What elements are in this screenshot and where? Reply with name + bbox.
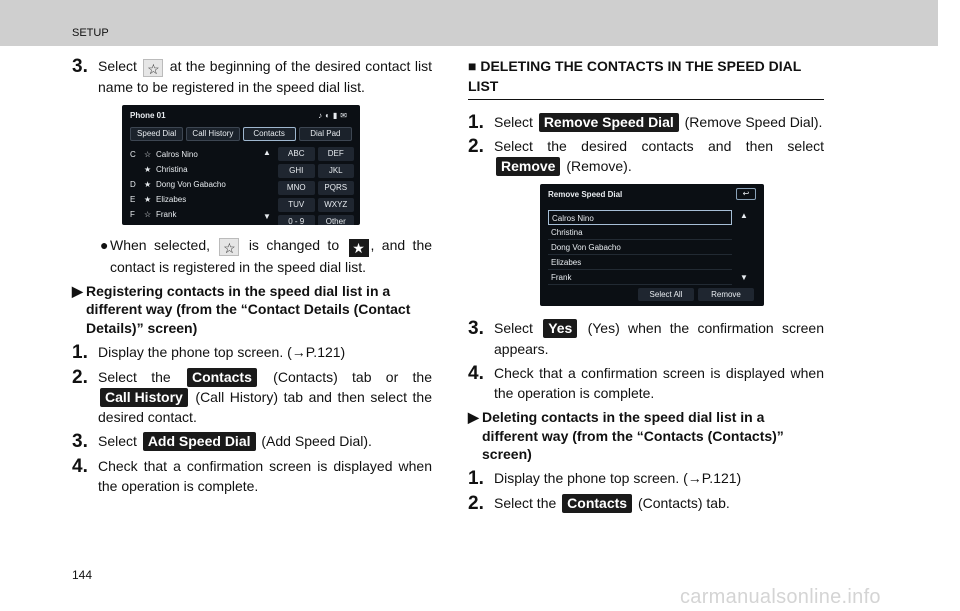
- remove-button[interactable]: Remove: [496, 157, 560, 176]
- star-icon: ★: [144, 180, 152, 190]
- step-1-display-phone: 1. Display the phone top screen. (→P.121): [72, 342, 346, 364]
- step-4-check-confirmation: 4. Check that a confirmation screen is displayed when the operation is complete.: [72, 455, 432, 495]
- star-icon: ★: [144, 195, 152, 205]
- index-key[interactable]: MNO: [278, 181, 315, 195]
- index-key[interactable]: TUV: [278, 198, 315, 212]
- screen-title: Remove Speed Dial: [548, 190, 623, 200]
- empty-star-icon: ☆: [143, 59, 163, 77]
- remove-speed-dial-button[interactable]: Remove Speed Dial: [539, 113, 679, 132]
- step-1-display-phone: 1. Display the phone top screen. (→P.121): [468, 468, 742, 490]
- list-item[interactable]: Frank: [548, 270, 732, 285]
- yes-button[interactable]: Yes: [543, 319, 577, 338]
- step-2-select-remove: 2. Select the desired contacts and then select Remove (Remove).: [468, 135, 824, 175]
- step-3-select-star: 3. Select ☆ at the beginning of the desired contact list name to be registered in the speed dial list.: [72, 56, 432, 97]
- index-key[interactable]: JKL: [318, 164, 355, 178]
- remove-screen-button[interactable]: Remove: [698, 288, 754, 301]
- step-2-select-contacts-tab: 2. Select the Contacts (Contacts) tab.: [468, 492, 730, 514]
- filled-star-icon: ★: [349, 239, 369, 257]
- add-speed-dial-button[interactable]: Add Speed Dial: [143, 432, 256, 451]
- scroll-up-icon: ▲: [740, 211, 748, 221]
- section-label: SETUP: [72, 27, 109, 39]
- left-column: [72, 56, 432, 500]
- step-2-select-tab: 2. Select the Contacts (Contacts) tab or the Call History (Call History) tab and then select the desired contact.: [72, 366, 432, 426]
- step-3-add-speed-dial: 3. Select Add Speed Dial (Add Speed Dial).: [72, 431, 372, 453]
- star-icon: ☆: [144, 210, 152, 220]
- step-4-check-confirmation: 4. Check that a confirmation screen is displayed when the operation is complete.: [468, 363, 824, 402]
- star-icon: ★: [144, 165, 152, 175]
- scroll-down-icon: ▼: [263, 211, 271, 221]
- subheading-register-other-way: ▶ Registering contacts in the speed dial list in a different way (from the “Contact Details (Contact Details)” screen): [72, 282, 411, 337]
- contact-row[interactable]: ★ Christina: [130, 162, 260, 177]
- remove-speed-dial-screen: [540, 184, 764, 306]
- tab-dial-pad[interactable]: Dial Pad: [299, 127, 352, 141]
- index-key[interactable]: Other: [318, 215, 355, 225]
- list-item[interactable]: Dong Von Gabacho: [548, 240, 732, 255]
- scroll-up-icon: ▲: [263, 148, 271, 158]
- index-keys: [278, 147, 354, 225]
- screen-buttons: [638, 288, 754, 301]
- contacts-button[interactable]: Contacts: [562, 494, 632, 513]
- tab-speed-dial[interactable]: Speed Dial: [130, 127, 183, 141]
- index-key[interactable]: WXYZ: [318, 198, 355, 212]
- call-history-button[interactable]: Call History: [100, 388, 188, 407]
- contact-row[interactable]: D ★ Dong Von Gabacho: [130, 177, 260, 192]
- contacts-button[interactable]: Contacts: [187, 368, 257, 387]
- page-number: 144: [72, 568, 93, 582]
- index-key[interactable]: GHI: [278, 164, 315, 178]
- note-star-change: ● When selected, ☆ is changed to ★ , and the contact is registered in the speed dial list.: [100, 237, 433, 276]
- list-item[interactable]: Calros Nino: [548, 210, 732, 225]
- step-number: 3.: [72, 56, 88, 77]
- contact-list: [130, 147, 260, 222]
- watermark: carmanualsonline.info: [680, 586, 881, 608]
- tab-call-history[interactable]: Call History: [186, 127, 239, 141]
- phone-tabs: [130, 127, 352, 141]
- index-key[interactable]: PQRS: [318, 181, 355, 195]
- contact-row[interactable]: E ★ Elizabes: [130, 192, 260, 207]
- step-3-select-yes: 3. Select Yes (Yes) when the confirmation screen appears.: [468, 318, 825, 357]
- arrow-icon: ▶: [468, 408, 479, 425]
- list-item[interactable]: Christina: [548, 225, 732, 240]
- index-key[interactable]: 0 - 9: [278, 215, 315, 225]
- status-icons: ♪◐▮✉: [318, 111, 350, 121]
- index-key[interactable]: ABC: [278, 147, 315, 161]
- index-key[interactable]: DEF: [318, 147, 355, 161]
- section-title: ■ DELETING THE CONTACTS IN THE SPEED DIAL LIST: [468, 56, 824, 100]
- list-scrollbar[interactable]: [738, 210, 750, 284]
- scroll-down-icon: ▼: [740, 273, 748, 283]
- arrow-icon: ▶: [72, 282, 83, 299]
- star-icon: ☆: [144, 150, 152, 160]
- list-scrollbar[interactable]: [262, 147, 272, 221]
- select-all-button[interactable]: Select All: [638, 288, 694, 301]
- back-icon[interactable]: ↩: [736, 188, 756, 200]
- speed-dial-list: [548, 210, 732, 285]
- header-bar: [0, 0, 938, 46]
- empty-star-icon: ☆: [219, 238, 239, 256]
- screen-title: Phone 01: [130, 111, 166, 121]
- list-item[interactable]: Elizabes: [548, 255, 732, 270]
- right-column: [468, 56, 824, 517]
- contact-row[interactable]: C ☆ Calros Nino: [130, 147, 260, 162]
- subheading-delete-other-way: ▶ Deleting contacts in the speed dial list in a different way (from the “Contacts (Contacts)” screen): [468, 408, 784, 463]
- step-1-remove-speed-dial: 1. Select Remove Speed Dial (Remove Speed Dial).: [468, 111, 823, 133]
- contact-row[interactable]: F ☆ Frank: [130, 207, 260, 222]
- tab-contacts[interactable]: Contacts: [243, 127, 296, 141]
- phone-contacts-screen: [122, 105, 360, 225]
